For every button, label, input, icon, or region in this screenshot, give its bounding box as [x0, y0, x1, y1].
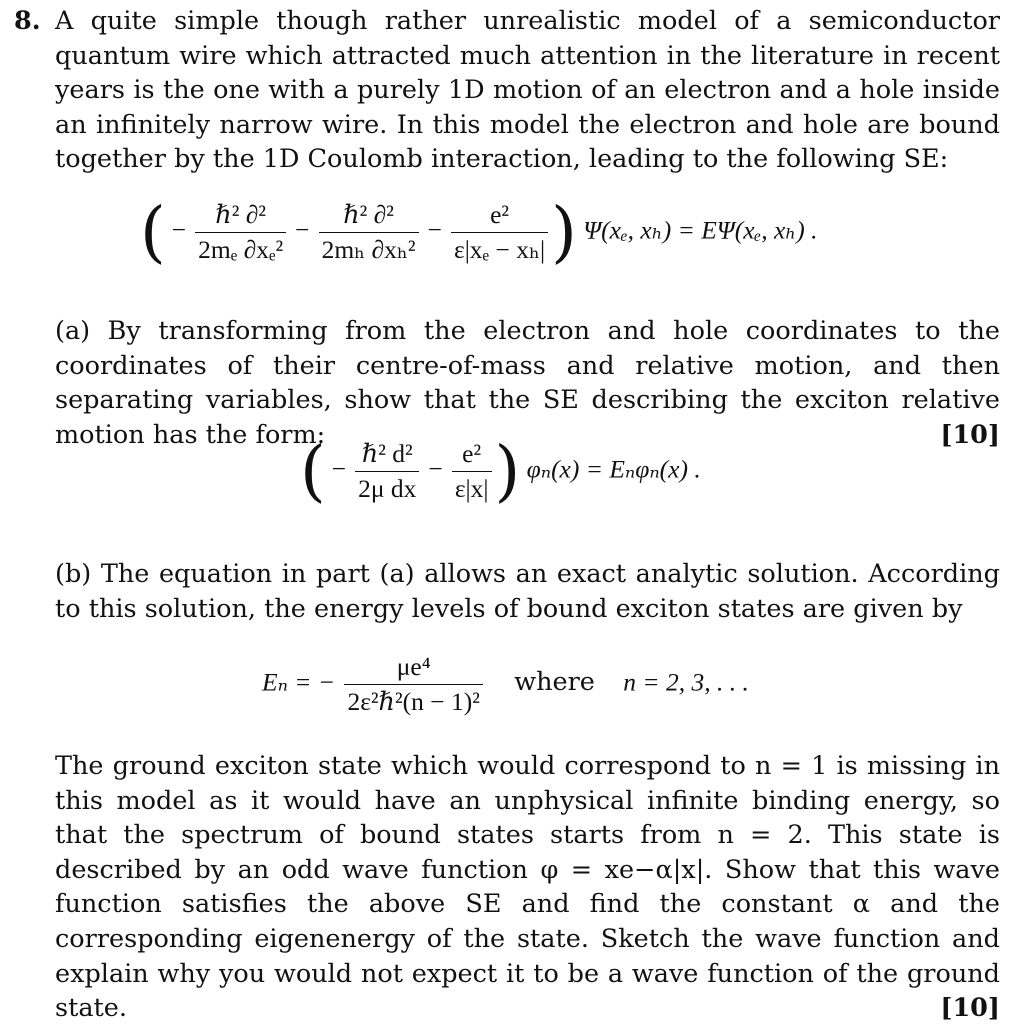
energy-levels-equation	[262, 650, 749, 719]
equation1-rhs: Ψ(xₑ, xₕ) = EΨ(xₑ, xₕ) .	[583, 215, 818, 245]
open-paren: (	[300, 432, 326, 510]
equation2-rhs: φₙ(x) = Eₙφₙ(x) .	[526, 454, 701, 484]
part-a-body: (a) By transforming from the electron and hole coordinates to the coordinates of their centre-of-mass and relative motion, and then separating variables, show that the SE describing the exciton relative motion has the form:	[55, 316, 1000, 450]
minus-sign: −	[295, 215, 310, 245]
part-a-text	[55, 314, 1000, 452]
minus-sign: −	[331, 454, 347, 484]
kinetic-term: $\frac{\text{ℏ² d²}}{\text{2μ dx}}$	[355, 437, 419, 506]
question-intro: A quite simple though rather unrealistic model of a semiconductor quantum wire which attracted much attention in the literature in recent years is the one with a purely 1D motion of an electron and a hole inside an infinitely narrow wire. In this model the electron and hole are bound together by the 1D Coulomb interaction, leading to the following SE:	[55, 6, 1000, 175]
hole-kinetic-term: $\frac{\text{ℏ² ∂²}}{\text{2mₕ ∂xₕ²}}$	[319, 198, 419, 267]
minus-sign: −	[427, 215, 442, 245]
part-a-marks: [10]	[940, 419, 1000, 450]
minus-sign: −	[171, 215, 187, 245]
coulomb-term: $\frac{\text{e²}}{\text{ε|xₑ − xₕ|}}$	[451, 198, 548, 267]
closing-text	[55, 749, 1000, 1026]
coulomb-term: $\frac{\text{e²}}{\varepsilon|x|}$	[452, 437, 492, 506]
relative-motion-equation	[300, 432, 701, 510]
schrodinger-equation-2particle	[140, 193, 818, 271]
open-paren: (	[140, 193, 166, 271]
electron-kinetic-term: $\frac{\text{ℏ² ∂²}}{\text{2mₑ ∂xₑ²}}$	[195, 198, 286, 267]
question-number: 8.	[14, 6, 41, 36]
closing-body: The ground exciton state which would correspond to n = 1 is missing in this model as it would have an unphysical infinite binding energy, so that the spectrum of bound states starts from n = 2. This state is described by an odd wave function φ = xe−α|x|. Show that this wave function satisfies the above SE and find the constant α and the corresponding eigenenergy of the state. Sketch the wave function and explain why you would not expect it to be a wave function of the ground state.	[55, 751, 1000, 1024]
close-paren: )	[494, 432, 521, 510]
close-paren: )	[551, 193, 577, 271]
n-range: n = 2, 3, . . .	[623, 667, 749, 697]
where-word: where	[514, 667, 595, 698]
closing-marks: [10]	[940, 993, 1000, 1024]
energy-lhs: Eₙ = −	[262, 667, 336, 697]
part-b-text: (b) The equation in part (a) allows an exact analytic solution. According to this solution, the energy levels of bound exciton states are given by	[55, 559, 1000, 624]
minus-sign: −	[428, 454, 443, 484]
energy-fraction: $\frac{\text{μe⁴}}{\text{2ε²ℏ²(n − 1)²}}$	[344, 650, 482, 719]
